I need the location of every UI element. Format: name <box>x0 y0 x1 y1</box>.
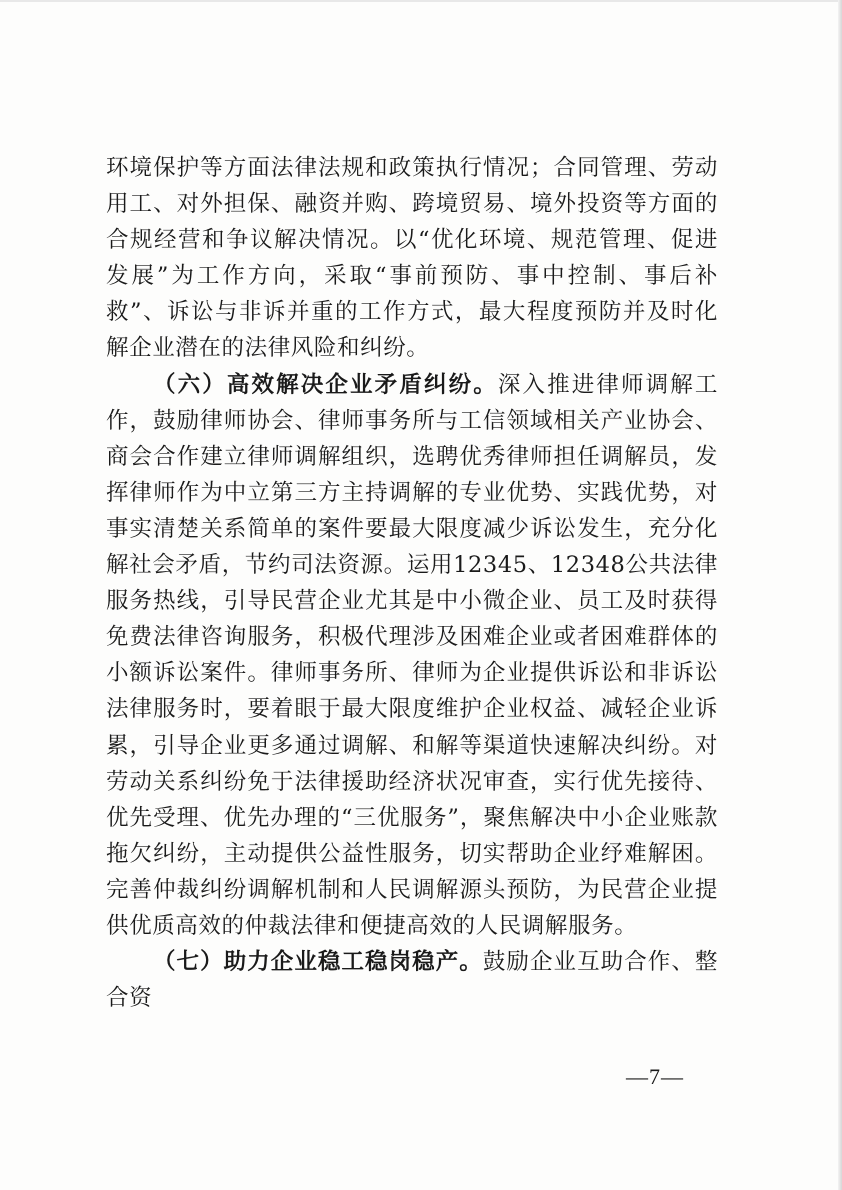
paragraph-text: 鼓励企业互助合作、整合资 <box>106 949 718 1012</box>
paragraph-continuation <box>106 150 718 367</box>
paragraph-section-7 <box>106 944 718 1016</box>
page-number: —7— <box>626 1064 684 1089</box>
section-heading: （七）助力企业稳工稳岗稳产。 <box>153 949 483 976</box>
paragraph-text: 环境保护等方面法律法规和政策执行情况；合同管理、劳动用工、对外担保、融资并购、跨境贸易、境外投资等方面的合规经营和争议解决情况。以“优化环境、规范管理、促进发展”为工作方向，采取“事前预防、事中控制、事后补救”、诉讼与非诉并重的工作方式，最大程度预防并及时化解企业潜在的法律风险和纠纷。 <box>106 155 718 362</box>
paragraph-text: 深入推进律师调解工作，鼓励律师协会、律师事务所与工信领域相关产业协会、商会合作建立律师调解组织，选聘优秀律师担任调解员，发挥律师作为中立第三方主持调解的专业优势、实践优势，对事实清楚关系简单的案件要最大限度减少诉讼发生，充分化解社会矛盾，节约司法资源。运用12345、12348公共法律服务热线，引导民营企业尤其是中小微企业、员工及时获得免费法律咨询服务，积极代理涉及困难企业或者困难群体的小额诉讼案件。律师事务所、律师为企业提供诉讼和非诉讼法律服务时，要着眼于最大限度维护企业权益、减轻企业诉累，引导企业更多通过调解、和解等渠道快速解决纠纷。对劳动关系纠纷免于法律援助经济状况审查，实行优先接待、优先受理、优先办理的“三优服务”，聚焦解决中小企业账款拖欠纠纷，主动提供公益性服务，切实帮助企业纾难解困。完善仲裁纠纷调解机制和人民调解源头预防，为民营企业提供优质高效的仲裁法律和便捷高效的人民调解服务。 <box>106 371 718 939</box>
paragraph-section-6 <box>106 367 718 945</box>
page-right-edge <box>838 0 842 1190</box>
page-top-edge <box>0 0 842 2</box>
section-heading: （六）高效解决企业矛盾纠纷。 <box>153 371 498 398</box>
document-body <box>106 150 718 1016</box>
